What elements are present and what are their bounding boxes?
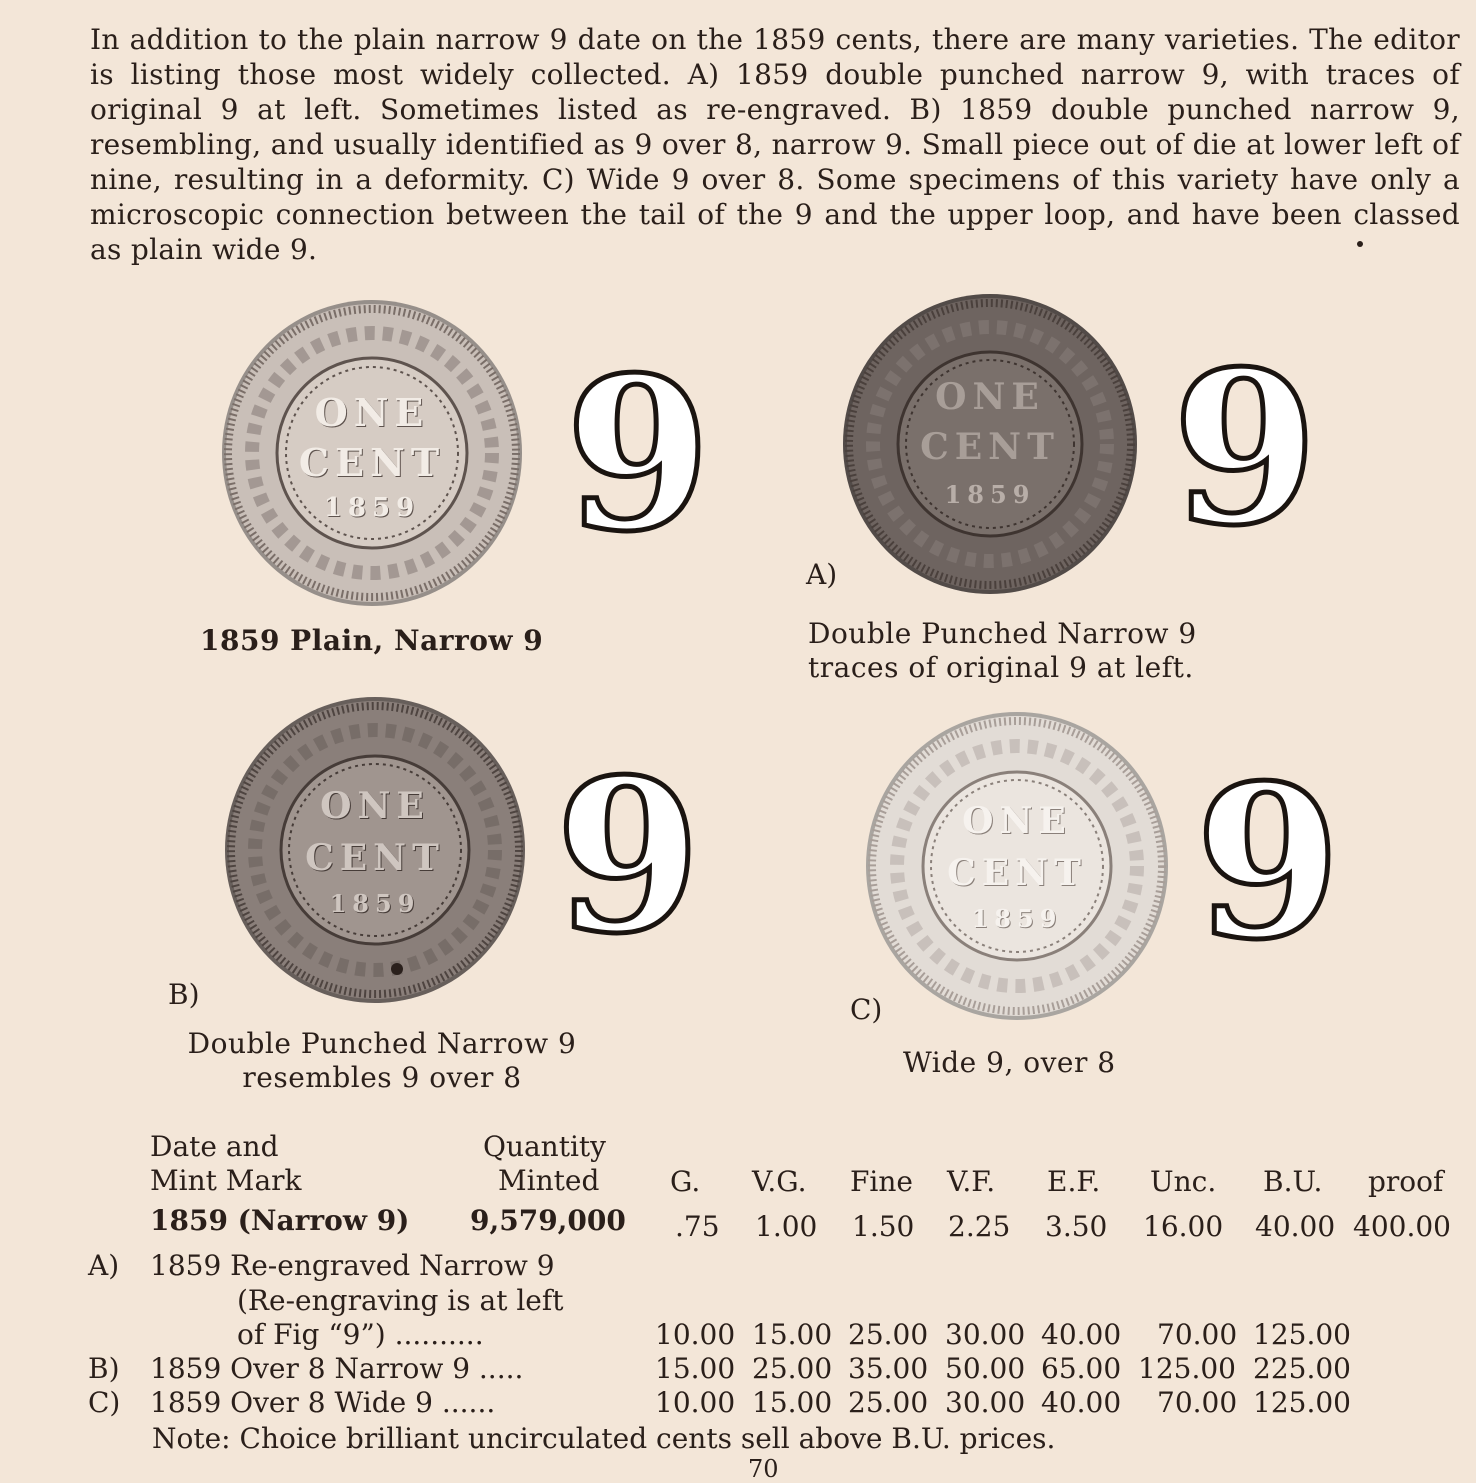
enlarged-digit-wide-9: 9 bbox=[1195, 739, 1342, 986]
coin-line-date: 1859 bbox=[329, 889, 421, 918]
variety-label-a: A) bbox=[806, 558, 838, 591]
row-value: 125.00 bbox=[1253, 1318, 1351, 1351]
header-minted: Minted bbox=[498, 1164, 600, 1197]
intro-paragraph bbox=[90, 22, 1460, 267]
row-label: 1859 Re-engraved Narrow 9 bbox=[150, 1249, 555, 1282]
row-value: 15.00 bbox=[655, 1352, 736, 1385]
row-value: 125.00 bbox=[1138, 1352, 1236, 1385]
row-value: 40.00 bbox=[1255, 1210, 1336, 1243]
header-grade-unc: Unc. bbox=[1150, 1165, 1217, 1198]
row-value: 400.00 bbox=[1353, 1210, 1451, 1243]
row-value: 2.25 bbox=[948, 1210, 1011, 1243]
header-grade-vg: V.G. bbox=[752, 1165, 807, 1198]
row-label-cont: (Re-engraving is at left bbox=[237, 1284, 564, 1317]
row-marker-b: B) bbox=[88, 1352, 120, 1385]
coin-line-one: ONE bbox=[935, 376, 1045, 418]
row-value: 25.00 bbox=[848, 1318, 929, 1351]
row-value: 3.50 bbox=[1045, 1210, 1108, 1243]
coin-line-date: 1859 bbox=[971, 904, 1063, 933]
header-quantity: Quantity bbox=[483, 1130, 606, 1163]
row-value: 10.00 bbox=[655, 1386, 736, 1419]
enlarged-digit-double-punched: 9 bbox=[1172, 325, 1319, 572]
caption-plain-narrow-9: 1859 Plain, Narrow 9 bbox=[200, 624, 544, 657]
row-value: 225.00 bbox=[1253, 1352, 1351, 1385]
page-number: 70 bbox=[748, 1455, 779, 1483]
row-value: 25.00 bbox=[752, 1352, 833, 1385]
row-value: 50.00 bbox=[945, 1352, 1026, 1385]
caption-variety-b: Double Punched Narrow 9 resembles 9 over 8 bbox=[187, 1027, 577, 1094]
coin-line-one: ONE bbox=[962, 800, 1072, 842]
row-value: 65.00 bbox=[1041, 1352, 1122, 1385]
coin-line-cent: CENT bbox=[947, 852, 1087, 894]
row-value: 16.00 bbox=[1143, 1210, 1224, 1243]
header-grade-fine: Fine bbox=[850, 1165, 913, 1198]
coin-variety-b bbox=[225, 697, 525, 1003]
intro-text: In addition to the plain narrow 9 date on the 1859 cents, there are many varieties. The editor is listing those most widely collected. A) 1859 double punched narrow 9, with traces of original 9 at left. Sometimes listed as re-engraved. B) 1859 double punched narrow 9, resembling, and usually identified as 9 over 8, narrow 9. Small piece out of die at lower left of nine, resulting in a deformity. C) Wide 9 over 8. Some specimens of this variety have only a microscopic connection between the tail of the 9 and the upper loop, and have been classed as plain wide 9. bbox=[90, 23, 1460, 266]
row-marker-c: C) bbox=[88, 1386, 121, 1419]
row-value: 70.00 bbox=[1157, 1386, 1238, 1419]
row-value: 10.00 bbox=[655, 1318, 736, 1351]
row-value: 15.00 bbox=[752, 1318, 833, 1351]
row-value: .75 bbox=[675, 1210, 720, 1243]
header-grade-vf: V.F. bbox=[947, 1165, 996, 1198]
row-value: 30.00 bbox=[945, 1318, 1026, 1351]
row-value: 40.00 bbox=[1041, 1386, 1122, 1419]
coin-line-date: 1859 bbox=[323, 493, 421, 523]
header-grade-proof: proof bbox=[1368, 1165, 1444, 1198]
coin-line-date: 1859 bbox=[944, 480, 1036, 509]
row-quantity: 9,579,000 bbox=[470, 1204, 626, 1237]
enlarged-digit-narrow-9: 9 bbox=[565, 331, 712, 578]
coin-plain-narrow-9 bbox=[222, 300, 522, 606]
header-grade-g: G. bbox=[670, 1165, 701, 1198]
header-mint-mark: Mint Mark bbox=[150, 1164, 302, 1197]
coin-variety-c bbox=[866, 712, 1168, 1020]
caption-variety-a: Double Punched Narrow 9 traces of original 9 at left. bbox=[808, 617, 1197, 684]
coin-line-one: ONE bbox=[320, 785, 430, 827]
row-label: 1859 Over 8 Narrow 9 ..... bbox=[150, 1352, 524, 1385]
variety-label-c: C) bbox=[850, 993, 883, 1026]
row-value: 30.00 bbox=[945, 1386, 1026, 1419]
variety-label-b: B) bbox=[168, 978, 200, 1011]
header-grade-bu: B.U. bbox=[1263, 1165, 1323, 1198]
row-label-cont: of Fig “9”) .......... bbox=[237, 1318, 484, 1351]
coin-variety-a bbox=[843, 294, 1137, 594]
row-value: 35.00 bbox=[848, 1352, 929, 1385]
coin-line-cent: CENT bbox=[305, 837, 445, 879]
row-value: 70.00 bbox=[1157, 1318, 1238, 1351]
print-speck bbox=[1357, 241, 1363, 247]
row-marker-a: A) bbox=[88, 1249, 120, 1282]
enlarged-digit-over-8-narrow: 9 bbox=[555, 733, 702, 980]
header-date-and: Date and bbox=[150, 1130, 279, 1163]
header-grade-ef: E.F. bbox=[1047, 1165, 1101, 1198]
row-value: 25.00 bbox=[848, 1386, 929, 1419]
row-value: 125.00 bbox=[1253, 1386, 1351, 1419]
coin-line-cent: CENT bbox=[298, 440, 446, 485]
price-note: Note: Choice brilliant uncirculated cents sell above B.U. prices. bbox=[152, 1422, 1056, 1455]
row-value: 40.00 bbox=[1041, 1318, 1122, 1351]
row-label: 1859 Over 8 Wide 9 ...... bbox=[150, 1386, 496, 1419]
coin-line-one: ONE bbox=[314, 390, 430, 435]
row-value: 15.00 bbox=[752, 1386, 833, 1419]
caption-variety-c: Wide 9, over 8 bbox=[903, 1046, 1116, 1079]
row-value: 1.00 bbox=[755, 1210, 818, 1243]
row-value: 1.50 bbox=[852, 1210, 915, 1243]
row-label: 1859 (Narrow 9) bbox=[150, 1204, 410, 1237]
coin-line-cent: CENT bbox=[920, 426, 1060, 468]
